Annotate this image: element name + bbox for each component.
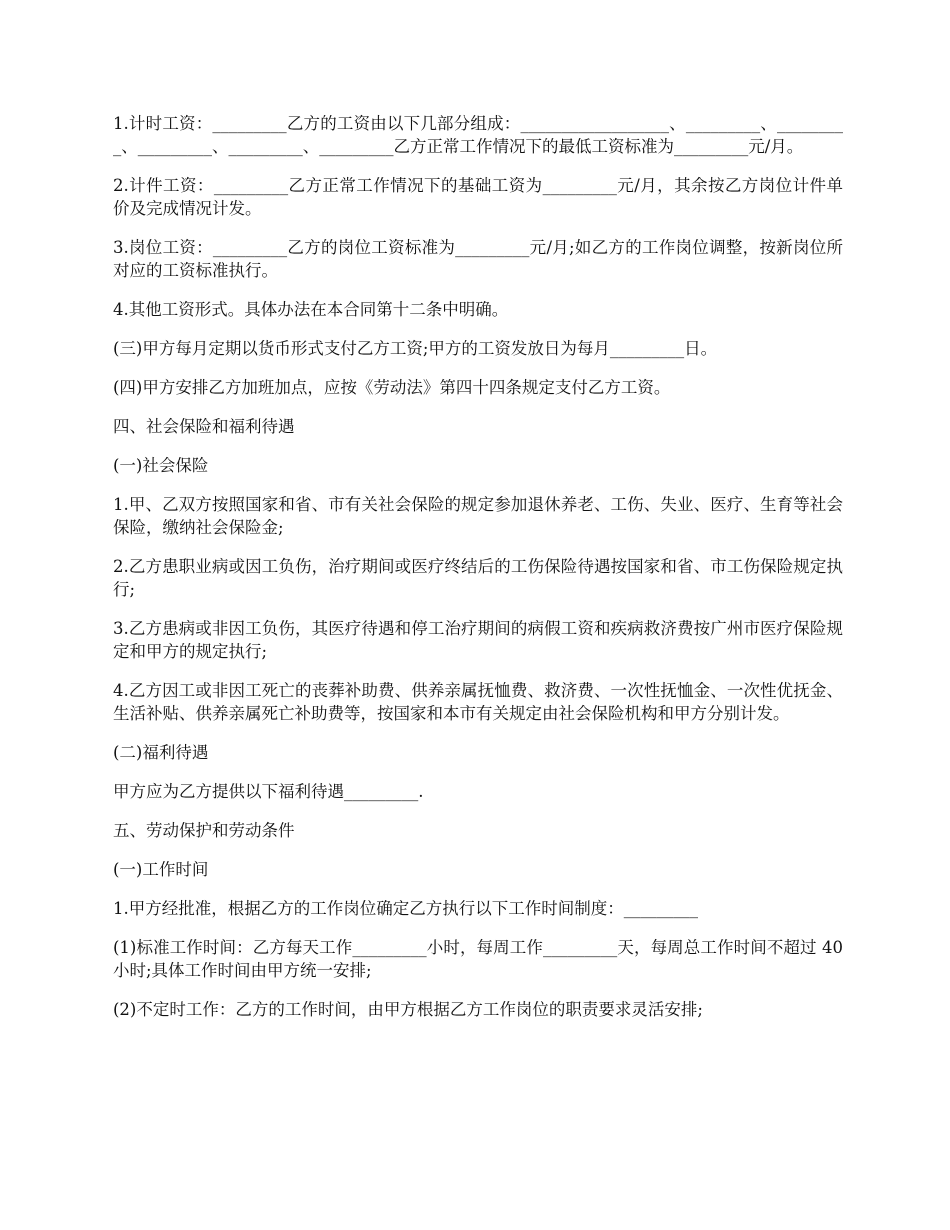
paragraph-flexible-hours: (2)不定时工作：乙方的工作时间，由甲方根据乙方工作岗位的职责要求灵活安排; bbox=[113, 1000, 703, 1019]
paragraph-insurance-item-4: 4.乙方因工或非因工死亡的丧葬补助费、供养亲属抚恤费、救济费、一次性抚恤金、一次性优抚金、生活补贴、供养亲属死亡补助费等，按国家和本市有关规定由社会保险机构和甲方分别计发。 bbox=[113, 681, 843, 723]
paragraph-working-hours-system: 1.甲方经批准，根据乙方的工作岗位确定乙方执行以下工作时间制度：_________ bbox=[113, 899, 698, 918]
paragraph-overtime: (四)甲方安排乙方加班加点，应按《劳动法》第四十四条规定支付乙方工资。 bbox=[113, 378, 671, 397]
paragraph-position-wage: 3.岗位工资：_________乙方的岗位工资标准为_________元/月;如乙方的工作岗位调整，按新岗位所对应的工资标准执行。 bbox=[113, 238, 843, 280]
subheading-welfare: (二)福利待遇 bbox=[113, 743, 209, 762]
subheading-social-insurance: (一)社会保险 bbox=[113, 456, 209, 475]
paragraph-other-wage: 4.其他工资形式。具体办法在本合同第十二条中明确。 bbox=[113, 300, 509, 319]
paragraph-welfare: 甲方应为乙方提供以下福利待遇_________. bbox=[113, 782, 424, 801]
paragraph-insurance-item-1: 1.甲、乙双方按照国家和省、市有关社会保险的规定参加退休养老、工伤、失业、医疗、生育等社会保险，缴纳社会保险金; bbox=[113, 495, 843, 537]
section-heading-social-insurance-welfare: 四、社会保险和福利待遇 bbox=[113, 417, 295, 436]
paragraph-pay-date: (三)甲方每月定期以货币形式支付乙方工资;甲方的工资发放日为每月_________日。 bbox=[113, 339, 718, 358]
document-body bbox=[113, 112, 843, 1037]
paragraph-insurance-item-3: 3.乙方患病或非因工负伤，其医疗待遇和停工治疗期间的病假工资和疾病救济费按广州市医疗保险规定和甲方的规定执行; bbox=[113, 619, 843, 661]
subheading-working-hours: (一)工作时间 bbox=[113, 860, 209, 879]
paragraph-hourly-wage: 1.计时工资：_________乙方的工资由以下几部分组成：__________________、_________、_________、_________、_________、_________乙方正常工作情况下的最低工资标准为_________元/月。 bbox=[113, 114, 843, 156]
section-heading-labor-protection: 五、劳动保护和劳动条件 bbox=[113, 821, 295, 840]
paragraph-insurance-item-2: 2.乙方患职业病或因工负伤，治疗期间或医疗终结后的工伤保险待遇按国家和省、市工伤保险规定执行; bbox=[113, 557, 843, 599]
paragraph-standard-hours: (1)标准工作时间：乙方每天工作_________小时，每周工作_________天，每周总工作时间不超过 40 小时;具体工作时间由甲方统一安排; bbox=[113, 938, 843, 980]
paragraph-piece-wage: 2.计件工资：_________乙方正常工作情况下的基础工资为_________元/月，其余按乙方岗位计件单价及完成情况计发。 bbox=[113, 176, 843, 218]
